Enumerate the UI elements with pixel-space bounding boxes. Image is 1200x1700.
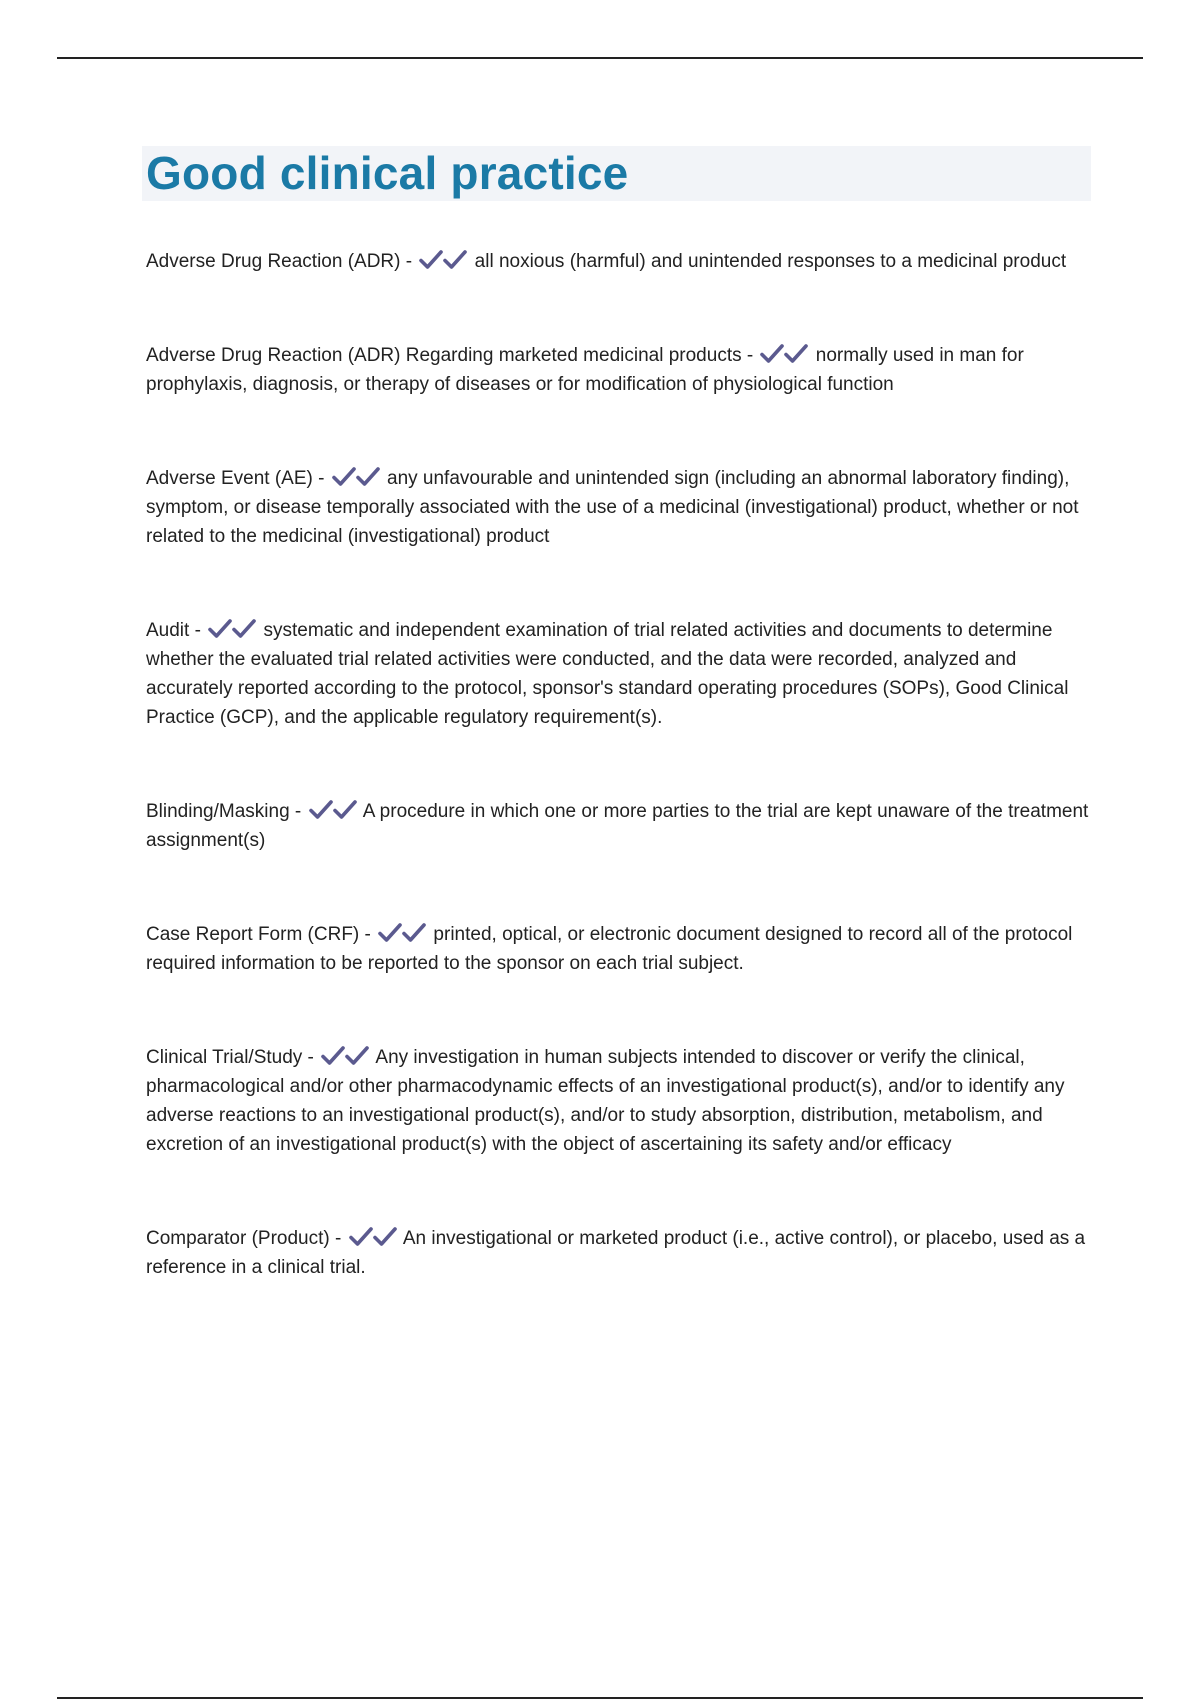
checkmark-icon (309, 799, 333, 820)
glossary-entry (146, 341, 1096, 399)
entry-term: Adverse Event (AE) - (146, 468, 325, 489)
checkmark-icon (333, 799, 357, 820)
footer-rule (57, 1697, 1143, 1699)
entry-definition: A procedure in which one or more parties to the trial are kept unaware of the treatment assignment(s) (146, 801, 1089, 851)
header-rule (57, 57, 1143, 59)
checkmark-icon (345, 1045, 369, 1066)
entry-definition: normally used in man for prophylaxis, diagnosis, or therapy of diseases or for modification of physiological function (146, 345, 1024, 395)
entry-term: Adverse Drug Reaction (ADR) Regarding marketed medicinal products - (146, 345, 754, 366)
entry-term: Adverse Drug Reaction (ADR) - (146, 251, 413, 272)
glossary-entry (146, 920, 1096, 978)
double-checkmark (208, 620, 256, 641)
double-checkmark (760, 345, 808, 366)
glossary-list (146, 247, 1096, 1282)
checkmark-icon (321, 1045, 345, 1066)
checkmark-icon (332, 466, 356, 487)
glossary-entry (146, 247, 1096, 276)
double-checkmark (349, 1228, 397, 1249)
checkmark-icon (232, 618, 256, 639)
entry-term: Comparator (Product) - (146, 1228, 342, 1249)
glossary-entry (146, 616, 1096, 732)
checkmark-icon (760, 343, 784, 364)
checkmark-icon (356, 466, 380, 487)
checkmark-icon (373, 1226, 397, 1247)
checkmark-icon (378, 922, 402, 943)
entry-definition: any unfavourable and unintended sign (including an abnormal laboratory finding), symptom, or disease temporally associated with the use of a medicinal (investigational) product, whether or not related to the medicinal (investigational) product (146, 468, 1079, 547)
entry-definition: systematic and independent examination of trial related activities and documents to determine whether the evaluated trial related activities were conducted, and the data were recorded, analyzed and accurately reported according to the protocol, sponsor's standard operating procedures (SOPs), Good Clinical Practice (GCP), and the applicable regulatory requirement(s). (146, 620, 1069, 728)
entry-term: Case Report Form (CRF) - (146, 924, 371, 945)
glossary-entry (146, 797, 1096, 855)
checkmark-icon (784, 343, 808, 364)
double-checkmark (321, 1047, 369, 1068)
entry-definition: An investigational or marketed product (i.e., active control), or placebo, used as a reference in a clinical trial. (146, 1228, 1086, 1278)
glossary-entry (146, 1043, 1096, 1159)
entry-term: Audit - (146, 620, 201, 641)
checkmark-icon (208, 618, 232, 639)
checkmark-icon (349, 1226, 373, 1247)
entry-definition: Any investigation in human subjects intended to discover or verify the clinical, pharmacological and/or other pharmacodynamic effects of an investigational product(s), and/or to identify any adverse reactions to an investigational product(s), and/or to study absorption, distribution, metabolism, and excretion of an investigational product(s) with the object of ascertaining its safety and/or efficacy (146, 1047, 1065, 1155)
entry-definition: printed, optical, or electronic document designed to record all of the protocol required information to be reported to the sponsor on each trial subject. (146, 924, 1073, 974)
entry-definition: all noxious (harmful) and unintended responses to a medicinal product (474, 251, 1067, 272)
entry-term: Clinical Trial/Study - (146, 1047, 314, 1068)
page-title: Good clinical practice (146, 147, 629, 199)
checkmark-icon (419, 249, 443, 270)
checkmark-icon (443, 249, 467, 270)
glossary-entry (146, 464, 1096, 551)
double-checkmark (378, 924, 426, 945)
double-checkmark (332, 468, 380, 489)
checkmark-icon (402, 922, 426, 943)
glossary-entry (146, 1224, 1096, 1282)
double-checkmark (419, 251, 467, 272)
double-checkmark (309, 801, 357, 822)
entry-term: Blinding/Masking - (146, 801, 302, 822)
